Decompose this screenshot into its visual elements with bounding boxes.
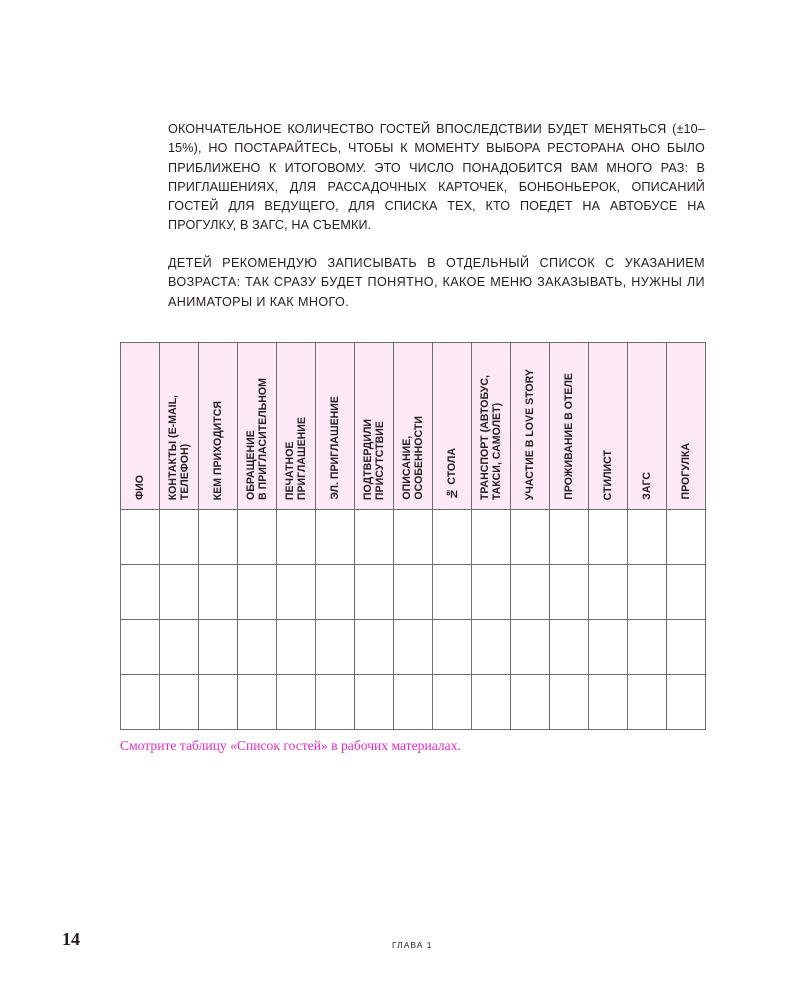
table-cell — [472, 510, 511, 565]
table-cell — [433, 675, 472, 730]
table-cell — [433, 565, 472, 620]
table-cell — [316, 565, 355, 620]
table-cell — [160, 675, 199, 730]
table-cell — [121, 675, 160, 730]
table-cell — [277, 620, 316, 675]
table-cell — [433, 510, 472, 565]
table-cell — [160, 565, 199, 620]
table-cell — [628, 510, 667, 565]
column-header-label: № СТОЛА — [446, 448, 458, 500]
table-cell — [589, 675, 628, 730]
column-header — [160, 343, 199, 510]
chapter-label: ГЛАВА 1 — [392, 940, 433, 950]
column-header — [316, 343, 355, 510]
table-cell — [316, 675, 355, 730]
column-header-label: ФИО — [134, 475, 146, 500]
table-cell — [121, 565, 160, 620]
table-cell — [550, 565, 589, 620]
table-cell — [550, 620, 589, 675]
table-cell — [355, 565, 394, 620]
table-header-row — [121, 343, 706, 510]
table-cell — [316, 510, 355, 565]
table-cell — [238, 565, 277, 620]
column-header — [628, 343, 667, 510]
table-cell — [277, 565, 316, 620]
table-cell — [355, 675, 394, 730]
column-header-label: ПРОГУЛКА — [680, 443, 692, 500]
table-cell — [199, 565, 238, 620]
table-row — [121, 510, 706, 565]
table-cell — [472, 565, 511, 620]
table-cell — [667, 510, 706, 565]
table-cell — [355, 510, 394, 565]
table-cell — [277, 675, 316, 730]
table-cell — [472, 675, 511, 730]
column-header — [550, 343, 589, 510]
table-cell — [394, 565, 433, 620]
table-cell — [667, 620, 706, 675]
table-cell — [628, 565, 667, 620]
table-cell — [238, 675, 277, 730]
column-header-label: ОПИСАНИЕ, ОСОБЕННОСТИ — [401, 416, 425, 500]
table-cell — [589, 510, 628, 565]
table-cell — [394, 675, 433, 730]
column-header-label: КОНТАКТЫ (E-MAIL, ТЕЛЕФОН) — [167, 394, 191, 500]
table-cell — [238, 620, 277, 675]
table-cell — [121, 510, 160, 565]
table-cell — [433, 620, 472, 675]
column-header-label: КЕМ ПРИХОДИТСЯ — [212, 400, 224, 500]
guest-list-table — [120, 342, 706, 730]
table-cell — [238, 510, 277, 565]
column-header — [199, 343, 238, 510]
column-header — [355, 343, 394, 510]
table-cell — [511, 675, 550, 730]
column-header-label: ЗАГС — [641, 472, 653, 500]
table-cell — [160, 510, 199, 565]
column-header-label: ЭЛ. ПРИГЛАШЕНИЕ — [329, 396, 341, 500]
table-cell — [355, 620, 394, 675]
table-cell — [199, 675, 238, 730]
table-cell — [511, 510, 550, 565]
column-header — [277, 343, 316, 510]
column-header — [433, 343, 472, 510]
column-header-label: ПЕЧАТНОЕ ПРИГЛАШЕНИЕ — [284, 416, 308, 500]
column-header — [511, 343, 550, 510]
column-header-label: УЧАСТИЕ В LOVE STORY — [524, 368, 536, 500]
column-header — [667, 343, 706, 510]
column-header — [121, 343, 160, 510]
column-header-label: СТИЛИСТ — [602, 449, 614, 500]
column-header-label: ТРАНСПОРТ (АВТОБУС, ТАКСИ, САМОЛЕТ) — [479, 374, 503, 500]
table-row — [121, 620, 706, 675]
table-cell — [511, 565, 550, 620]
column-header-label: ПОДТВЕРДИЛИ ПРИСУТСТВИЕ — [362, 418, 386, 500]
table-cell — [511, 620, 550, 675]
table-cell — [589, 565, 628, 620]
column-header — [394, 343, 433, 510]
table-cell — [628, 675, 667, 730]
table-cell — [160, 620, 199, 675]
column-header — [472, 343, 511, 510]
table-cell — [667, 565, 706, 620]
table-cell — [550, 675, 589, 730]
column-header-label: ОБРАЩЕНИЕ В ПРИГЛАСИТЕЛЬНОМ — [245, 377, 269, 500]
table-cell — [394, 510, 433, 565]
workbook-reference-note: Смотрите таблицу «Список гостей» в рабочих материалах. — [120, 738, 461, 753]
body-paragraph-guest-count: ОКОНЧАТЕЛЬНОЕ КОЛИЧЕСТВО ГОСТЕЙ ВПОСЛЕДСТВИИ БУДЕТ МЕНЯТЬСЯ (±10–15%), НО ПОСТАРАЙТЕСЬ, ЧТОБЫ К МОМЕНТУ ВЫБОРА РЕСТОРАНА ОНО БЫЛО ПРИБЛИЖЕНО К ИТОГОВОМУ. ЭТО ЧИСЛО ПОНАДОБИТСЯ ВАМ МНОГО РАЗ: В ПРИГЛАШЕНИЯХ, ДЛЯ РАССАДОЧНЫХ КАРТОЧЕК, БОНБОНЬЕРОК, ОПИСАНИЙ ГОСТЕЙ ДЛЯ ВЕДУЩЕГО, ДЛЯ СПИСКА ТЕХ, КТО ПОЕДЕТ НА АВТОБУСЕ НА ПРОГУЛКУ, В ЗАГС, НА СЪЕМКИ. — [168, 122, 705, 233]
table-cell — [667, 675, 706, 730]
table-cell — [550, 510, 589, 565]
table-cell — [394, 620, 433, 675]
table-cell — [199, 510, 238, 565]
table-cell — [316, 620, 355, 675]
body-paragraph-children: ДЕТЕЙ РЕКОМЕНДУЮ ЗАПИСЫВАТЬ В ОТДЕЛЬНЫЙ СПИСОК С УКАЗАНИЕМ ВОЗРАСТА: ТАК СРАЗУ БУДЕТ ПОНЯТНО, КАКОЕ МЕНЮ ЗАКАЗЫВАТЬ, НУЖНЫ ЛИ АНИМАТОРЫ И КАК МНОГО. — [168, 256, 705, 309]
table-cell — [472, 620, 511, 675]
column-header — [238, 343, 277, 510]
table-row — [121, 565, 706, 620]
table-cell — [628, 620, 667, 675]
column-header — [589, 343, 628, 510]
table-body — [121, 510, 706, 730]
column-header-label: ПРОЖИВАНИЕ В ОТЕЛЕ — [563, 373, 575, 500]
table-row — [121, 675, 706, 730]
table-cell — [277, 510, 316, 565]
table-cell — [199, 620, 238, 675]
page-number: 14 — [62, 929, 80, 949]
table-cell — [589, 620, 628, 675]
table-cell — [121, 620, 160, 675]
